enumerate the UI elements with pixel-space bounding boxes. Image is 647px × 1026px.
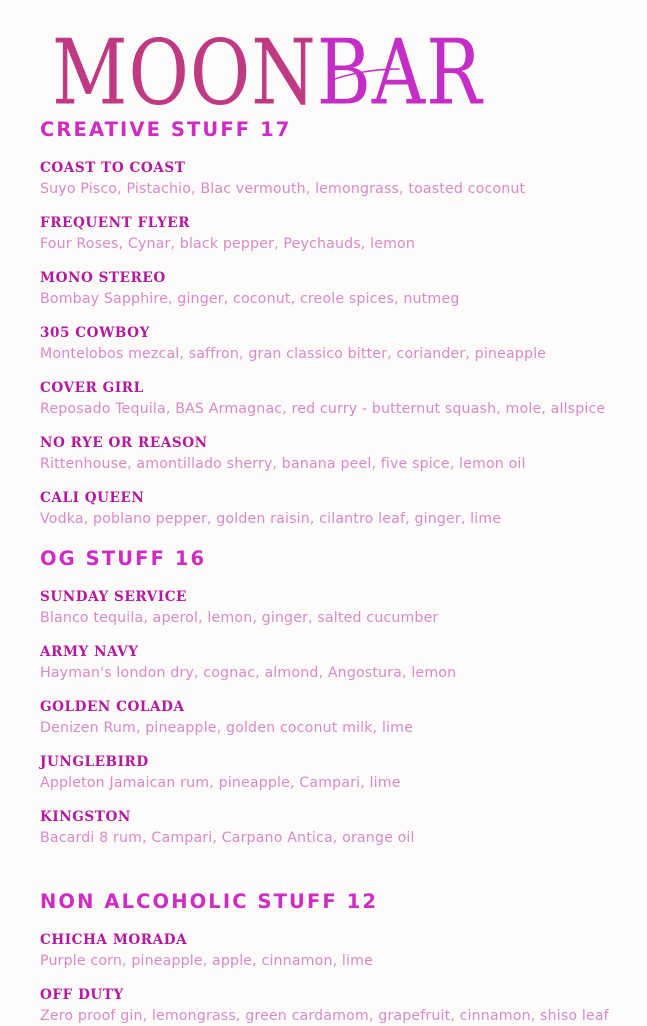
menu-item-name: SUNDAY SERVICE xyxy=(40,589,187,605)
menu-item-description: Four Roses, Cynar, black pepper, Peychauds, lemon xyxy=(40,236,416,252)
menu-item-name: ARMY NAVY xyxy=(40,644,139,660)
menu-item-name: GOLDEN COLADA xyxy=(40,699,185,715)
brand-logo-bar: BAR xyxy=(316,19,483,125)
menu-item xyxy=(38,753,609,793)
menu-item xyxy=(38,269,609,309)
menu-item-name: CHICHA MORADA xyxy=(40,932,188,948)
menu-item xyxy=(38,434,609,474)
menu-item-description: Zero proof gin, lemongrass, green cardamom, grapefruit, cinnamon, shiso leaf xyxy=(40,1008,609,1024)
menu-item-description: Blanco tequila, aperol, lemon, ginger, salted cucumber xyxy=(40,610,439,626)
menu-item-name: KINGSTON xyxy=(40,809,131,825)
menu-item-description: Vodka, poblano pepper, golden raisin, cilantro leaf, ginger, lime xyxy=(40,511,502,527)
menu-item xyxy=(38,588,609,628)
menu-item-name: NO RYE OR REASON xyxy=(40,435,208,451)
menu-item-description: Rittenhouse, amontillado sherry, banana peel, five spice, lemon oil xyxy=(40,456,526,472)
menu-item xyxy=(38,931,609,971)
menu-item-name: FREQUENT FLYER xyxy=(40,215,191,231)
menu-item-description: Suyo Pisco, Pistachio, Blac vermouth, lemongrass, toasted coconut xyxy=(40,181,526,197)
menu-item xyxy=(38,808,609,848)
menu-item-description: Reposado Tequila, BAS Armagnac, red curry - butternut squash, mole, allspice xyxy=(40,401,606,417)
menu-section xyxy=(38,118,609,529)
menu-item-name: 305 COWBOY xyxy=(40,325,150,341)
menu-item-description: Appleton Jamaican rum, pineapple, Campari, lime xyxy=(40,775,401,791)
menu-section xyxy=(38,890,609,1026)
menu-item xyxy=(38,698,609,738)
menu-item-description: Bombay Sapphire, ginger, coconut, creole spices, nutmeg xyxy=(40,291,460,307)
menu-sections xyxy=(38,118,609,1026)
section-header: OG STUFF 16 xyxy=(40,547,207,570)
menu-item xyxy=(38,489,609,529)
brand-logo-moon: MOON xyxy=(52,19,317,125)
menu-item-name: CALI QUEEN xyxy=(40,490,145,506)
menu-item-name: COVER GIRL xyxy=(40,380,144,396)
menu-item-name: OFF DUTY xyxy=(40,987,124,1003)
menu-item xyxy=(38,214,609,254)
menu-item xyxy=(38,159,609,199)
brand-logo-text xyxy=(52,19,592,125)
menu-item xyxy=(38,986,609,1026)
menu-item-name: MONO STEREO xyxy=(40,270,166,286)
menu-item xyxy=(38,324,609,364)
menu-item-description: Montelobos mezcal, saffron, gran classico bitter, coriander, pineapple xyxy=(40,346,547,362)
menu-item xyxy=(38,379,609,419)
menu-section xyxy=(38,547,609,848)
menu-item-description: Bacardi 8 rum, Campari, Carpano Antica, orange oil xyxy=(40,830,415,846)
section-header: NON ALCOHOLIC STUFF 12 xyxy=(40,890,379,913)
brand-logo xyxy=(38,0,609,125)
menu-item xyxy=(38,643,609,683)
menu-item-name: JUNGLEBIRD xyxy=(40,754,149,770)
section-header: CREATIVE STUFF 17 xyxy=(40,118,292,141)
menu-item-description: Denizen Rum, pineapple, golden coconut milk, lime xyxy=(40,720,413,736)
menu-item-description: Purple corn, pineapple, apple, cinnamon, lime xyxy=(40,953,373,969)
menu-item-name: COAST TO COAST xyxy=(40,160,186,176)
menu-item-description: Hayman's london dry, cognac, almond, Angostura, lemon xyxy=(40,665,457,681)
